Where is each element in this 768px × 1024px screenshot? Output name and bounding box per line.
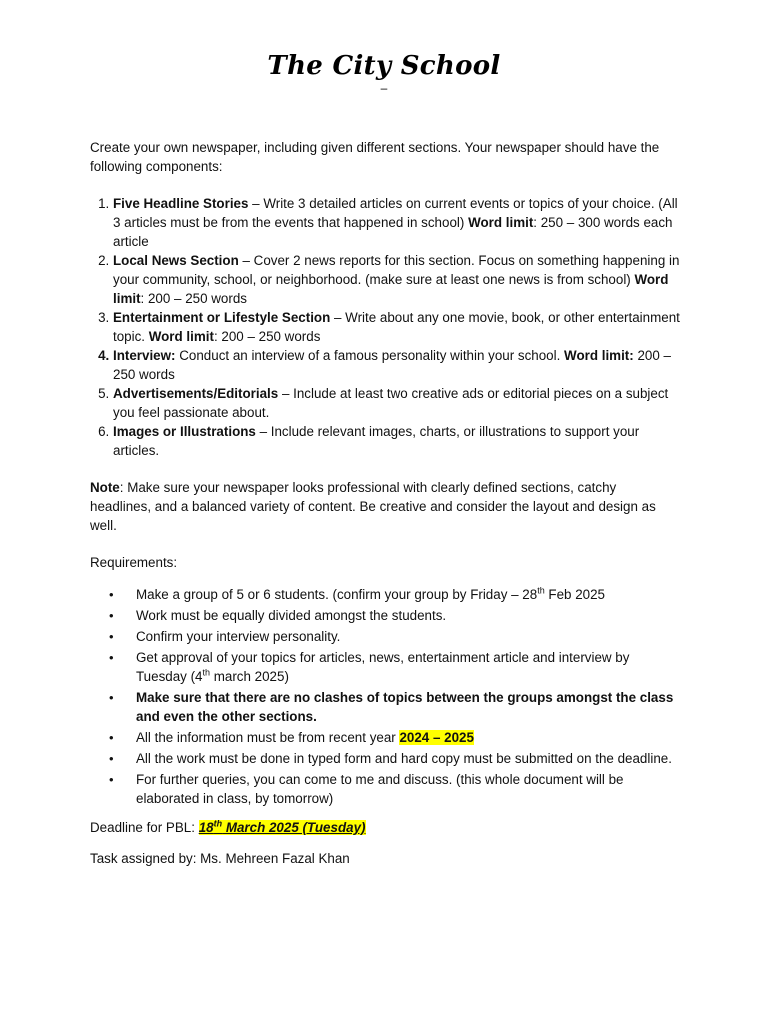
deadline-date bbox=[199, 820, 366, 835]
superscript: th bbox=[537, 585, 545, 596]
bullet-icon: • bbox=[109, 772, 114, 787]
bullet-icon: • bbox=[109, 690, 114, 705]
requirement-item bbox=[109, 728, 680, 747]
component-item bbox=[113, 422, 680, 460]
requirement-text: All the work must be done in typed form and hard copy must be submitted on the deadline. bbox=[136, 751, 672, 766]
requirement-item bbox=[109, 770, 680, 808]
component-text: – Write 3 detailed articles on current events or topics of your choice. (All 3 articles must be from the events that happened in school) bbox=[113, 196, 678, 230]
intro-paragraph: Create your own newspaper, including given different sections. Your newspaper should have the following components: bbox=[90, 140, 660, 174]
component-item bbox=[113, 384, 680, 422]
requirement-text: All the information must be from recent year bbox=[136, 730, 400, 745]
school-title: The City School bbox=[267, 51, 501, 81]
deadline-line bbox=[90, 818, 680, 837]
note-text: : Make sure your newspaper looks professional with clearly defined sections, catchy headlines, and a balanced variety of content. Be creative and consider the layout and design as well. bbox=[90, 480, 656, 533]
word-limit-label: Word limit: bbox=[564, 348, 634, 363]
requirement-text-bold: Make sure that there are no clashes of topics between the groups amongst the class and even the other sections. bbox=[136, 690, 674, 724]
requirement-item bbox=[109, 749, 680, 768]
requirement-text: Get approval of your topics for articles, news, entertainment article and interview by Tuesday (4 bbox=[136, 650, 630, 684]
component-head: Images or Illustrations bbox=[113, 424, 256, 439]
bullet-icon: • bbox=[109, 587, 114, 602]
requirement-item bbox=[109, 627, 680, 646]
component-text: Conduct an interview of a famous personality within your school. bbox=[175, 348, 565, 363]
requirement-text: Feb 2025 bbox=[544, 587, 606, 602]
component-head: Entertainment or Lifestyle Section bbox=[113, 310, 331, 325]
bullet-icon: • bbox=[109, 751, 114, 766]
word-limit-text: : 200 – 250 words bbox=[140, 291, 247, 306]
document-body bbox=[90, 138, 680, 868]
requirement-item bbox=[109, 585, 680, 604]
requirement-item bbox=[109, 648, 680, 686]
bullet-icon: • bbox=[109, 650, 114, 665]
word-limit-text: : 250 – 300 words each article bbox=[113, 215, 673, 249]
bullet-icon: • bbox=[109, 730, 114, 745]
component-text: – Include relevant images, charts, or illustrations to support your articles. bbox=[113, 424, 640, 458]
component-text: – Cover 2 news reports for this section. Focus on something happening in your community, school, or neighborhood. (make sure at least one news is from school) bbox=[113, 253, 680, 287]
component-text: – Write about any one movie, book, or other entertainment topic. bbox=[113, 310, 680, 344]
requirement-item bbox=[109, 606, 680, 625]
component-item bbox=[113, 194, 680, 251]
bullet-icon: • bbox=[109, 629, 114, 644]
word-limit-label: Word limit bbox=[113, 272, 669, 306]
deadline-label: Deadline for PBL: bbox=[90, 820, 199, 835]
requirement-text: Make a group of 5 or 6 students. (confirm your group by Friday – 28 bbox=[136, 587, 538, 602]
assigned-by: Task assigned by: Ms. Mehreen Fazal Khan bbox=[90, 851, 350, 866]
note-label: Note bbox=[90, 480, 120, 495]
component-item bbox=[113, 251, 680, 308]
requirements-heading: Requirements: bbox=[90, 555, 178, 570]
deadline-day: 18 bbox=[198, 820, 214, 835]
component-head: Advertisements/Editorials bbox=[113, 386, 279, 401]
component-item bbox=[113, 346, 680, 384]
deadline-rest: March 2025 (Tuesday) bbox=[222, 820, 366, 835]
note-paragraph bbox=[90, 478, 680, 535]
word-limit-text: : 200 – 250 words bbox=[213, 329, 321, 344]
requirement-text: For further queries, you can come to me and discuss. (this whole document will be elaborated in class, by tomorrow) bbox=[136, 772, 624, 806]
requirement-text: Confirm your interview personality. bbox=[136, 629, 341, 644]
requirement-text: Work must be equally divided amongst the students. bbox=[136, 608, 447, 623]
superscript: th bbox=[213, 818, 223, 829]
title-dash: – bbox=[380, 81, 388, 95]
requirement-item bbox=[109, 688, 680, 726]
word-limit-label: Word limit bbox=[468, 215, 534, 230]
requirements-list bbox=[90, 585, 680, 808]
highlighted-year: 2024 – 2025 bbox=[399, 730, 474, 745]
word-limit-label: Word limit bbox=[148, 329, 214, 344]
word-limit-text: 200 – 250 words bbox=[113, 348, 671, 382]
requirement-text: march 2025) bbox=[210, 669, 289, 684]
component-head: Interview: bbox=[113, 348, 176, 363]
component-text: – Include at least two creative ads or editorial pieces on a subject you feel passionate about. bbox=[113, 386, 669, 420]
superscript: th bbox=[202, 667, 211, 678]
bullet-icon: • bbox=[109, 608, 114, 623]
component-head: Local News Section bbox=[113, 253, 239, 268]
component-item bbox=[113, 308, 680, 346]
component-head: Five Headline Stories bbox=[113, 196, 249, 211]
components-list bbox=[90, 194, 680, 460]
